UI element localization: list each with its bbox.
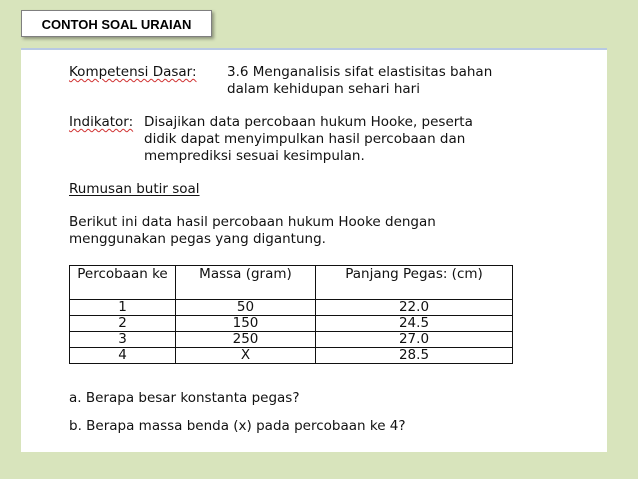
intro-line1: Berikut ini data hasil percobaan hukum Hooke dengan bbox=[69, 214, 436, 230]
table-cell: 27.0 bbox=[316, 332, 513, 348]
header-panjang: Panjang Pegas: (cm) bbox=[316, 266, 513, 300]
table-cell: 1 bbox=[70, 300, 176, 316]
document-page bbox=[21, 48, 607, 452]
table-cell: X bbox=[176, 348, 316, 364]
table-header-row bbox=[70, 266, 513, 300]
table-row bbox=[70, 332, 513, 348]
table-cell: 28.5 bbox=[316, 348, 513, 364]
hooke-data-table bbox=[69, 265, 513, 364]
table-cell: 2 bbox=[70, 316, 176, 332]
question-b: b. Berapa massa benda (x) pada percobaan ke 4? bbox=[69, 418, 406, 434]
table-row bbox=[70, 316, 513, 332]
table-row bbox=[70, 300, 513, 316]
kompetensi-line1: 3.6 Menganalisis sifat elastisitas bahan bbox=[227, 64, 493, 80]
indikator-line2: didik dapat menyimpulkan hasil percobaan dan bbox=[144, 131, 466, 147]
kompetensi-label: Kompetensi Dasar: bbox=[69, 64, 197, 80]
indikator-line3: memprediksi sesuai kesimpulan. bbox=[144, 148, 365, 164]
table-row bbox=[70, 348, 513, 364]
slide-title: CONTOH SOAL URAIAN bbox=[21, 10, 212, 37]
header-massa: Massa (gram) bbox=[176, 266, 316, 300]
table-cell: 250 bbox=[176, 332, 316, 348]
rumusan-heading: Rumusan butir soal bbox=[69, 181, 200, 197]
kompetensi-line2: dalam kehidupan sehari hari bbox=[227, 81, 420, 97]
table-cell: 24.5 bbox=[316, 316, 513, 332]
indikator-label: Indikator: bbox=[69, 114, 134, 130]
table-cell: 3 bbox=[70, 332, 176, 348]
table-cell: 150 bbox=[176, 316, 316, 332]
table-cell: 50 bbox=[176, 300, 316, 316]
indikator-line1: Disajikan data percobaan hukum Hooke, peserta bbox=[144, 114, 473, 130]
header-percobaan: Percobaan ke bbox=[70, 266, 176, 300]
intro-line2: menggunakan pegas yang digantung. bbox=[69, 231, 326, 247]
question-a: a. Berapa besar konstanta pegas? bbox=[69, 390, 300, 406]
table-cell: 4 bbox=[70, 348, 176, 364]
table-cell: 22.0 bbox=[316, 300, 513, 316]
